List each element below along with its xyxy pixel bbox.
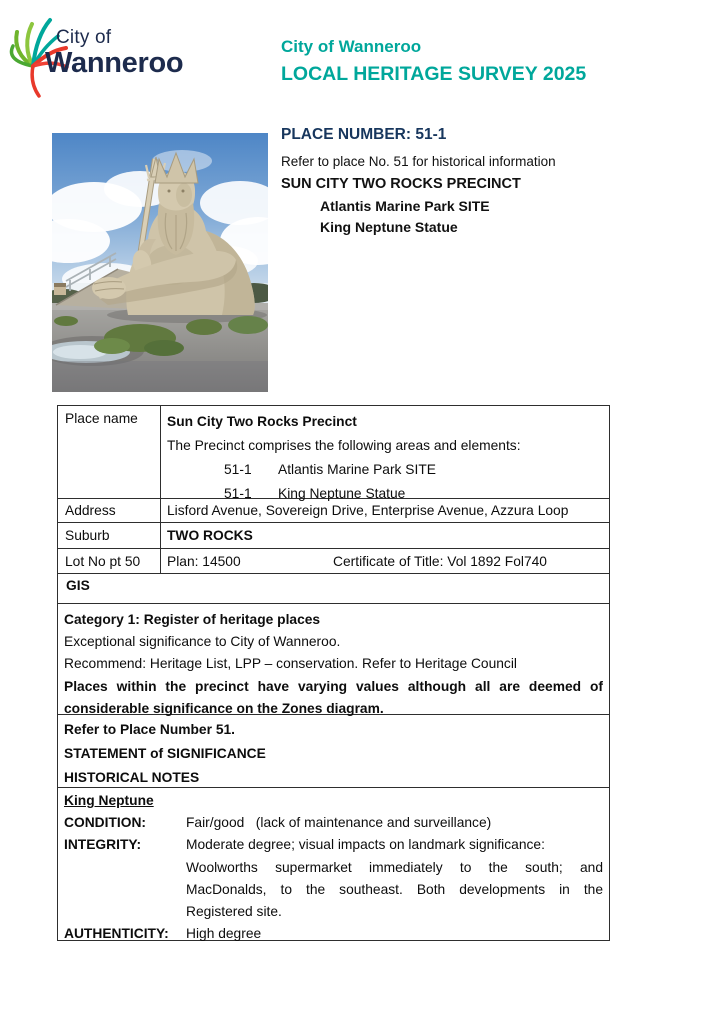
place-name-value: Sun City Two Rocks Precinct	[167, 414, 357, 429]
category-note-line1: Places within the precinct have varying values although all are deemed of	[64, 678, 603, 694]
precinct-element	[167, 458, 603, 482]
condition-label: CONDITION:	[64, 815, 147, 831]
table-row-lot	[58, 548, 609, 573]
refer-place-note: Refer to Place Number 51.	[64, 722, 235, 737]
historical-notes-heading: HISTORICAL NOTES	[64, 770, 200, 785]
statement-of-significance-heading: STATEMENT of SIGNIFICANCE	[64, 746, 266, 761]
place-refer-note: Refer to place No. 51 for historical information	[281, 154, 556, 169]
table-row-suburb	[58, 522, 609, 548]
integrity-intro: Moderate degree; visual impacts on landmark significance:	[186, 837, 545, 853]
precinct-title: SUN CITY TWO ROCKS PRECINCT	[281, 176, 521, 192]
doc-title-city: City of Wanneroo	[281, 37, 422, 56]
element-number: 51-1	[224, 462, 252, 477]
place-name-cell	[161, 406, 609, 501]
condition-value: Fair/good (lack of maintenance and surveillance)	[186, 815, 492, 831]
integrity-row	[64, 834, 603, 923]
table-row-gis	[58, 573, 609, 603]
logo-text-city-of: City of	[56, 27, 112, 48]
place-number-heading: PLACE NUMBER: 51-1	[281, 126, 447, 143]
table-row-category	[58, 603, 609, 714]
integrity-detail-line: MacDonalds, to the southeast. Both developments in the	[186, 881, 603, 897]
table-row-refer	[58, 714, 609, 787]
heritage-details-table	[57, 405, 610, 941]
precinct-sub-item: King Neptune Statue	[320, 219, 458, 235]
element-number: 51-1	[224, 486, 252, 501]
gis-label: GIS	[66, 578, 90, 593]
king-neptune-heading: King Neptune	[64, 793, 154, 808]
table-row-place-name	[58, 406, 609, 501]
integrity-value	[186, 834, 603, 923]
lot-cell	[161, 549, 609, 573]
suburb-label: Suburb	[58, 523, 161, 548]
element-name: Atlantis Marine Park SITE	[278, 462, 436, 477]
category-heading: Category 1: Register of heritage places	[64, 612, 321, 627]
integrity-detail-line: Registered site.	[186, 904, 282, 920]
category-note-line2: considerable significance on the Zones diagram.	[64, 700, 384, 716]
address-value: Lisford Avenue, Sovereign Drive, Enterprise Avenue, Azzura Loop	[167, 503, 569, 518]
authenticity-label: AUTHENTICITY:	[64, 926, 169, 942]
certificate-value: Certificate of Title: Vol 1892 Fol740	[333, 553, 547, 569]
integrity-label: INTEGRITY:	[64, 837, 142, 853]
category-recommendation: Recommend: Heritage List, LPP – conservation. Refer to Heritage Council	[64, 656, 517, 672]
table-row-address	[58, 498, 609, 522]
suburb-value: TWO ROCKS	[167, 528, 253, 543]
authenticity-row	[64, 923, 603, 945]
condition-row	[64, 812, 603, 834]
place-name-label: Place name	[58, 406, 161, 498]
doc-title-survey: LOCAL HERITAGE SURVEY 2025	[281, 63, 587, 85]
king-neptune-photo-illustration	[52, 133, 268, 392]
king-neptune-statue-photo	[52, 133, 268, 392]
table-row-king-neptune	[58, 787, 609, 940]
category-significance: Exceptional significance to City of Wanneroo.	[64, 634, 341, 650]
plan-value: Plan: 14500	[167, 553, 241, 569]
integrity-detail-line: Woolworths supermarket immediately to the south; and	[186, 859, 603, 875]
logo-text-wanneroo: Wanneroo	[45, 47, 184, 79]
address-label: Address	[58, 499, 161, 522]
lot-label: Lot No pt 50	[58, 549, 161, 573]
precinct-sub-item: Atlantis Marine Park SITE	[320, 198, 490, 214]
element-name: King Neptune Statue	[278, 486, 406, 501]
authenticity-value: High degree	[186, 926, 262, 942]
place-name-desc: The Precinct comprises the following areas and elements:	[167, 438, 521, 453]
